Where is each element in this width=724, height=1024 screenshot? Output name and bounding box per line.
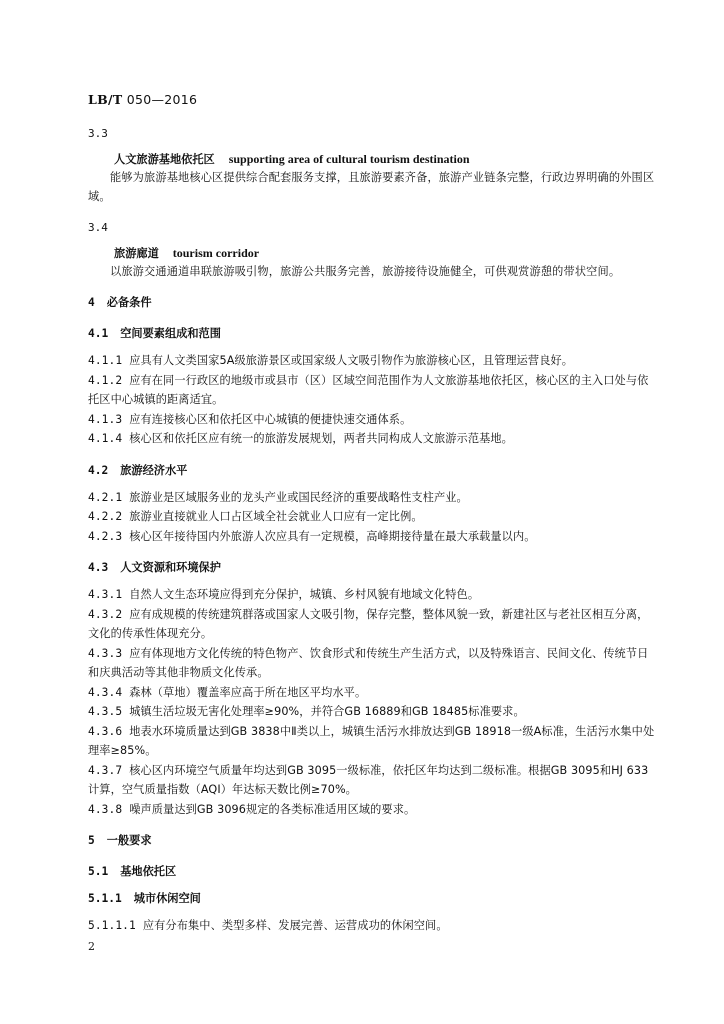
clause-number: 4.3.7 <box>88 763 123 777</box>
clause-number: 4.2.1 <box>88 490 123 504</box>
standard-code-number: 050—2016 <box>122 92 198 107</box>
section-number: 5 <box>88 834 95 847</box>
clause-text: 旅游业是区域服务业的龙头产业或国民经济的重要战略性支柱产业。 <box>129 490 468 504</box>
clause-number: 4.3.8 <box>88 802 123 816</box>
clause <box>88 702 658 722</box>
section-title: 必备条件 <box>106 296 152 309</box>
term-number: 3.4 <box>88 221 108 234</box>
subsection-number: 5.1 <box>88 865 109 878</box>
clause <box>88 605 658 644</box>
clause-number: 4.3.5 <box>88 705 123 718</box>
term-definition: 能够为旅游基地核心区提供综合配套服务支撑，且旅游要素齐备，旅游产业链条完整，行政边界明确的外围区域。 <box>88 171 655 203</box>
page-number: 2 <box>88 940 95 953</box>
subsection-heading <box>88 558 658 577</box>
clause-number: 4.3.3 <box>88 646 123 660</box>
clause-number: 4.3.1 <box>88 588 123 601</box>
clause-text: 核心区和依托区应有统一的旅游发展规划，两者共同构成人文旅游示范基地。 <box>129 432 513 445</box>
term-en: supporting area of cultural tourism destination <box>228 152 470 166</box>
clause <box>88 683 658 703</box>
clause-number: 4.3.6 <box>88 724 123 738</box>
subsection-heading <box>88 461 658 480</box>
clause-text: 应有体现地方文化传统的特色物产、饮食形式和传统生产生活方式，以及特殊语言、民间文化、传统节日和庆典活动等其他非物质文化传承。 <box>88 646 649 679</box>
clause-text: 应有成规模的传统建筑群落或国家人文吸引物，保存完整，整体风貌一致，新建社区与老社区相互分离，文化的传承性体现充分。 <box>88 607 649 640</box>
subsection-title: 旅游经济水平 <box>120 463 188 477</box>
subsection-title: 人文资源和环境保护 <box>120 561 221 574</box>
clause <box>88 488 658 508</box>
clause-number: 4.1.3 <box>88 412 123 426</box>
clause-number: 4.3.2 <box>88 607 123 621</box>
clause-text: 核心区内环境空气质量年均达到GB 3095一级标准，依托区年均达到二级标准。根据GB 3095和HJ 633计算，空气质量指数（AQI）年达标天数比例≥70%。 <box>88 763 649 796</box>
term-title <box>88 245 658 262</box>
subsection-title: 基地依托区 <box>120 865 177 878</box>
clause <box>88 585 658 605</box>
clause <box>88 429 658 449</box>
clause-text: 城镇生活垃圾无害化处理率≥90%，并符合GB 16889和GB 18485标准要求。 <box>129 705 525 718</box>
standard-code-header <box>88 92 197 107</box>
section-heading <box>88 293 658 312</box>
term-en: tourism corridor <box>172 246 260 260</box>
term-number: 3.3 <box>88 127 108 140</box>
clause <box>88 644 658 683</box>
subsection-heading <box>88 324 658 343</box>
clause <box>88 507 658 527</box>
clause <box>88 761 658 800</box>
clause-text: 应有在同一行政区的地级市或县市（区）区域空间范围作为人文旅游基地依托区，核心区的主入口处与依托区中心城镇的距离适宜。 <box>88 373 649 406</box>
term-definition: 以旅游交通通道串联旅游吸引物，旅游公共服务完善，旅游接待设施健全，可供观赏游憩的带状空间。 <box>110 265 621 278</box>
clause-text: 核心区年接待国内外旅游人次应具有一定规模，高峰期接待量在最大承载量以内。 <box>129 529 536 543</box>
term-entry <box>88 124 658 206</box>
term-entry <box>88 218 658 281</box>
subsection-title: 城市休闲空间 <box>133 892 201 905</box>
subsection-heading <box>88 889 658 908</box>
clause-text: 应有分布集中、类型多样、发展完善、运营成功的休闲空间。 <box>142 919 448 932</box>
clause-text: 应有连接核心区和依托区中心城镇的便捷快速交通体系。 <box>129 412 412 426</box>
clause-text: 自然人文生态环境应得到充分保护，城镇、乡村风貌有地域文化特色。 <box>129 588 480 601</box>
section-number: 4 <box>88 296 95 309</box>
clause <box>88 722 658 761</box>
clause-text: 地表水环境质量达到GB 3838中Ⅱ类以上，城镇生活污水排放达到GB 18918一级A标准，生活污水集中处理率≥85%。 <box>88 724 655 757</box>
page-body <box>88 124 658 936</box>
clause-number: 4.2.3 <box>88 529 123 543</box>
clause <box>88 527 658 547</box>
clause-number: 4.2.2 <box>88 510 123 523</box>
clause-text: 旅游业直接就业人口占区域全社会就业人口应有一定比例。 <box>129 510 423 523</box>
clause-number: 4.1.4 <box>88 432 123 445</box>
standard-code-prefix: LB/T <box>88 92 123 107</box>
clause <box>88 371 658 410</box>
clause-text: 森林（草地）覆盖率应高于所在地区平均水平。 <box>129 685 367 699</box>
subsection-number: 4.3 <box>88 561 109 574</box>
clause-number: 4.1.2 <box>88 373 123 387</box>
clause-number: 4.3.4 <box>88 685 123 699</box>
clause-number: 4.1.1 <box>88 354 123 367</box>
subsection-title: 空间要素组成和范围 <box>120 327 221 340</box>
clause-text: 噪声质量达到GB 3096规定的各类标准适用区域的要求。 <box>129 802 416 816</box>
subsection-number: 4.1 <box>88 327 109 340</box>
subsection-number: 5.1.1 <box>88 892 122 905</box>
section-title: 一般要求 <box>106 834 152 847</box>
clause-text: 应具有人文类国家5A级旅游景区或国家级人文吸引物作为旅游核心区，且管理运营良好。 <box>129 354 574 367</box>
subsection-heading <box>88 862 658 881</box>
section-heading <box>88 831 658 850</box>
clause <box>88 351 658 371</box>
subsection-number: 4.2 <box>88 463 109 477</box>
clause-number: 5.1.1.1 <box>88 919 136 932</box>
term-title <box>88 151 658 168</box>
term-cn: 旅游廊道 <box>114 247 159 260</box>
term-cn: 人文旅游基地依托区 <box>114 153 215 166</box>
clause <box>88 916 658 936</box>
clause <box>88 800 658 820</box>
clause <box>88 410 658 430</box>
